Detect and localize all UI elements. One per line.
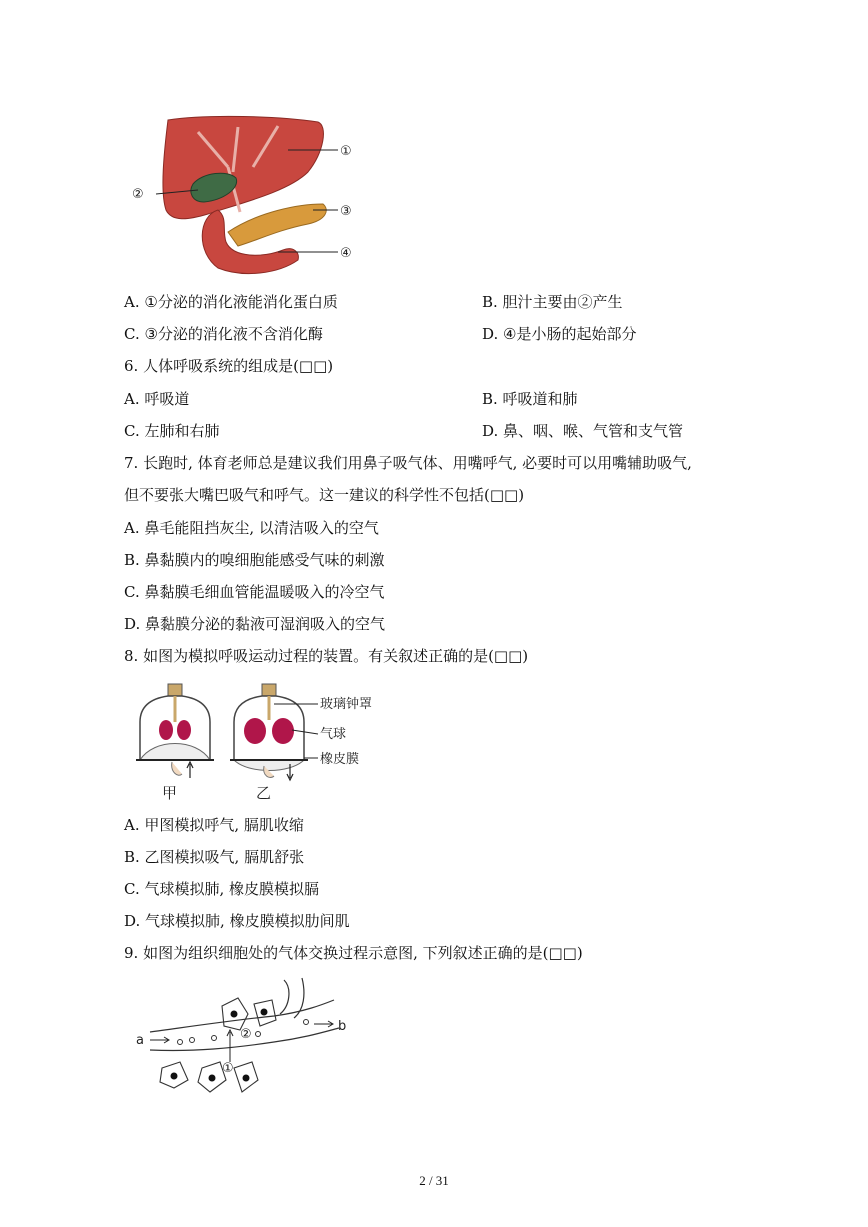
gas-exchange-figure [134, 976, 364, 1104]
q9-stem: 9. 如图为组织细胞处的气体交换过程示意图, 下列叙述正确的是(□□) [124, 944, 583, 962]
label-yi: 乙 [256, 784, 272, 802]
q7-option-c: C. 鼻黏膜毛细血管能温暖吸入的冷空气 [124, 583, 385, 601]
label-membrane: 橡皮膜 [320, 752, 360, 767]
q7-option-b: B. 鼻黏膜内的嗅细胞能感受气味的刺激 [124, 551, 385, 569]
liver-label-2: ② [132, 187, 144, 202]
liver-pancreas-figure [128, 112, 368, 277]
q8-option-d: D. 气球模拟肺, 橡皮膜模拟肋间肌 [124, 912, 350, 930]
balloon-left-jia [159, 720, 173, 740]
balloon-right-jia [177, 720, 191, 740]
q7-stem-line2: 但不要张大嘴巴吸气和呼气。这一建议的科学性不包括(□□) [124, 486, 525, 504]
q5-option-c: C. ③分泌的消化液不含消化酶 [124, 325, 323, 343]
q6-option-d: D. 鼻、咽、喉、气管和支气管 [482, 422, 684, 440]
q8-stem: 8. 如图为模拟呼吸运动过程的装置。有关叙述正确的是(□□) [124, 647, 529, 665]
balloon-right-yi [272, 718, 294, 744]
bell-jar-jia [136, 684, 214, 778]
label-b: b [338, 1019, 347, 1034]
q5-option-d: D. ④是小肠的起始部分 [482, 325, 637, 343]
label-jia: 甲 [162, 784, 178, 802]
breathing-model-figure [134, 682, 394, 806]
q6-option-c: C. 左肺和右肺 [124, 422, 220, 440]
pancreas-shape [228, 204, 326, 246]
label-circle-2: ② [240, 1027, 252, 1042]
q7-option-d: D. 鼻黏膜分泌的黏液可湿润吸入的空气 [124, 615, 386, 633]
q5-option-a: A. ①分泌的消化液能消化蛋白质 [124, 293, 338, 311]
liver-label-4: ④ [340, 246, 352, 261]
q6-stem: 6. 人体呼吸系统的组成是(□□) [124, 357, 334, 375]
q5-option-b: B. 胆汁主要由②产生 [482, 293, 623, 311]
q8-option-b: B. 乙图模拟吸气, 膈肌舒张 [124, 848, 305, 866]
bell-jar-yi [230, 684, 308, 780]
balloon-left-yi [244, 718, 266, 744]
q7-option-a: A. 鼻毛能阻挡灰尘, 以清洁吸入的空气 [124, 519, 379, 537]
q7-stem-line1: 7. 长跑时, 体育老师总是建议我们用鼻子吸气体、用嘴呼气, 必要时可以用嘴辅助吸气, [124, 454, 692, 472]
q8-option-c: C. 气球模拟肺, 橡皮膜模拟膈 [124, 880, 320, 898]
label-balloon: 气球 [320, 727, 347, 742]
q6-option-a: A. 呼吸道 [124, 390, 190, 408]
page-number: 2 / 31 [419, 1173, 449, 1188]
label-a: a [136, 1033, 144, 1048]
liver-label-3: ③ [340, 204, 352, 219]
liver-shape [163, 116, 324, 218]
liver-label-1: ① [340, 144, 352, 159]
label-circle-1: ① [222, 1061, 234, 1076]
q6-option-b: B. 呼吸道和肺 [482, 390, 578, 408]
q8-option-a: A. 甲图模拟呼气, 膈肌收缩 [124, 816, 304, 834]
label-bell-jar: 玻璃钟罩 [320, 697, 373, 712]
